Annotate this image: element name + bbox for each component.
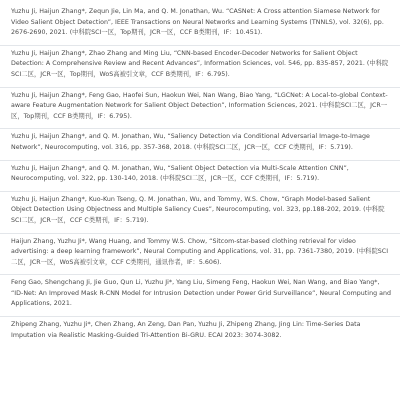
publication-citation: Yuzhu Ji, Haijun Zhang*, Zhao Zhang and Ming Liu, “CNN-based Encoder-Decoder Networks for Salient Object Detection: A Comprehensive Review and Recent Advances”, Information Sciences, vol. 546, pp. 835-857, 2021. (中科院SCI二区，JCR一区，Top期刊，WoS高被引文章，CCF B类期刊，IF：6.795). bbox=[11, 49, 389, 78]
list-item bbox=[0, 192, 400, 234]
list-item bbox=[0, 88, 400, 130]
publication-citation: Yuzhu Ji, Haijun Zhang*, Zequn Jie, Lin Ma, and Q. M. Jonathan, Wu. “CASNet: A Cross attention Siamese Network for Video Salient Object Detection”, IEEE Transactions on Neural Networks and Learning Systems (TNNLS), vol. 32(6), pp. 2676-2690, 2021. (中科院SCI一区，Top期刊，JCR一区，CCF B类期刊，IF：10.451). bbox=[11, 8, 384, 37]
list-item bbox=[0, 275, 400, 317]
publication-citation: Haijun Zhang, Yuzhu Ji*, Wang Huang, and Tommy W.S. Chow, “Sitcom-star-based clothing retrieval for video advertising: a deep learning framework”, Neural Computing and Applications, vol. 31, pp. 7361-7380, 2019. (中科院SCI二区，JCR一区，WoS高被引文章，CCF C类期刊，通讯作者，IF：5.606). bbox=[11, 237, 389, 266]
list-item bbox=[0, 317, 400, 347]
publication-citation: Yuzhu Ji, Haijun Zhang*, and Q. M. Jonathan, Wu, “Salient Object Detection via Multi-Scale Attention CNN”, Neurocomputing, vol. 322, pp. 130-140, 2018. (中科院SCI二区，JCR一区，CCF C类期刊，IF：5.719). bbox=[11, 164, 349, 183]
publication-citation: Zhipeng Zhang, Yuzhu Ji*, Chen Zhang, An Zeng, Dan Pan, Yuzhu Ji, Zhipeng Zhang, Jing Lin: Time-Series Data Imputation via Realistic Masking-Guided Tri-Attention Bi-GRU. ECAI 2023: 3074-3082. bbox=[11, 321, 361, 339]
list-item bbox=[0, 161, 400, 192]
list-item bbox=[0, 234, 400, 276]
list-item bbox=[0, 4, 400, 46]
publication-citation: Feng Gao, Shengchang Ji, Jie Guo, Qun Li, Yuzhu Ji*, Yang Liu, Simeng Feng, Haokun Wei, Nan Wang, and Biao Yang*, “ID-Net: An Improved Mask R-CNN Model for Intrusion Detection under Power Grid Surveillance”, Neural Computing and Applications, 2021. bbox=[11, 279, 392, 308]
publication-citation: Yuzhu Ji, Haijun Zhang*, Feng Gao, Haofei Sun, Haokun Wei, Nan Wang, Biao Yang, “LGCNet: A Local-to-global Context-aware Feature Augmentation Network for Salient Object Detection”, Information Sciences, 2021. (中科院SCI二区，JCR一区，Top期刊，CCF B类期刊，IF：6.795). bbox=[11, 91, 388, 120]
list-item bbox=[0, 46, 400, 88]
list-item bbox=[0, 129, 400, 160]
publication-citation: Yuzhu Ji, Haijun Zhang*, and Q. M. Jonathan, Wu, “Saliency Detection via Conditional Adversarial Image-to-Image Network”, Neurocomputing, vol. 316, pp. 357-368, 2018. (中科院SCI二区，JCR一区，CCF C类期刊，IF：5.719). bbox=[11, 133, 370, 151]
publication-citation: Yuzhu Ji, Haijun Zhang*, Kuo-Kun Tseng, Q. M. Jonathan, Wu, and Tommy, W.S. Chow, “Graph Model-based Salient Object Detection Using Objectness and Multiple Saliency Cues”, Neurocomputing, vol. 323, pp.188-202, 2019. (中科院SCI二区，JCR一区，CCF C类期刊，IF：5.719). bbox=[11, 195, 385, 224]
